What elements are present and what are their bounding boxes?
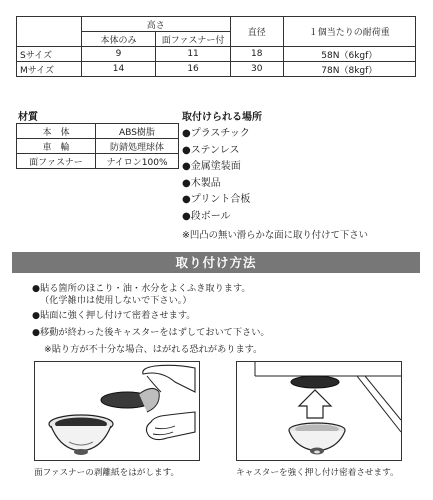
install-step-note: （化学雑巾は使用しないで下さい。） xyxy=(40,295,192,306)
spec-table xyxy=(16,16,416,77)
surface-item: ●プラスチック xyxy=(182,128,250,139)
press-illustration xyxy=(236,361,402,461)
caption-press: キャスターを強く押し付け密着させます。 xyxy=(236,468,399,478)
material-part: 本 体 xyxy=(17,124,96,139)
spec-row-s xyxy=(17,47,416,62)
caption-peel: 面ファスナーの剥離紙をはがします。 xyxy=(34,468,180,478)
spec-with-fastener: 16 xyxy=(156,62,231,77)
surface-item: ●段ボール xyxy=(182,210,231,222)
spec-size: Sサイズ xyxy=(17,47,82,62)
materials-title: 材質 xyxy=(18,112,38,123)
spec-load: 78N（8kgf） xyxy=(283,62,415,77)
surface-item: ●ステンレス xyxy=(182,144,240,156)
material-value: 防錆処理球体 xyxy=(96,139,179,154)
spec-diameter: 18 xyxy=(230,47,283,62)
spec-body-only: 14 xyxy=(81,62,156,77)
surface-item: ●プリント合板 xyxy=(182,194,251,206)
spec-header-height: 高さ xyxy=(81,17,230,32)
surfaces-note: ※凹凸の無い滑らかな面に取り付けて下さい xyxy=(182,230,368,241)
install-banner xyxy=(12,252,420,273)
spec-corner-cell xyxy=(17,17,82,47)
materials-row xyxy=(17,154,179,169)
surfaces-list xyxy=(182,126,250,226)
spec-body-only: 9 xyxy=(81,47,156,62)
spec-row-m xyxy=(17,62,416,77)
spec-header-body-only: 本体のみ xyxy=(81,32,156,47)
material-part: 面ファスナー xyxy=(17,154,96,169)
materials-row xyxy=(17,124,179,139)
press-drawing xyxy=(237,362,401,460)
spec-load: 58N（6kgf） xyxy=(283,47,415,62)
surface-item: ●金属塗装面 xyxy=(182,161,241,173)
peel-illustration xyxy=(34,361,200,461)
spec-diameter: 30 xyxy=(230,62,283,77)
surfaces-title: 取付けられる場所 xyxy=(182,112,262,123)
materials-row xyxy=(17,139,179,154)
install-warning: ※貼り方が不十分な場合、はがれる恐れがあります。 xyxy=(44,344,263,355)
spec-header-with-fastener: 面ファスナー付 xyxy=(156,32,231,47)
spec-size: Mサイズ xyxy=(17,62,82,77)
peel-drawing xyxy=(35,362,199,460)
install-step: ●貼る箇所のほこり・油・水分をよくふき取ります。 xyxy=(32,283,251,294)
install-step: ●移動が終わった後キャスターをはずしておいて下さい。 xyxy=(32,327,270,338)
surface-item: ●木製品 xyxy=(182,177,221,189)
materials-table xyxy=(16,123,179,169)
material-value: ナイロン100% xyxy=(96,154,179,169)
material-part: 車 輪 xyxy=(17,139,96,154)
spec-with-fastener: 11 xyxy=(156,47,231,62)
material-value: ABS樹脂 xyxy=(96,124,179,139)
install-title: 取り付け方法 xyxy=(175,255,257,270)
spec-header-diameter: 直径 xyxy=(230,17,283,47)
install-step: ●貼面に強く押し付けて密着させます。 xyxy=(32,310,196,321)
spec-header-load: １個当たりの耐荷重 xyxy=(283,17,415,47)
